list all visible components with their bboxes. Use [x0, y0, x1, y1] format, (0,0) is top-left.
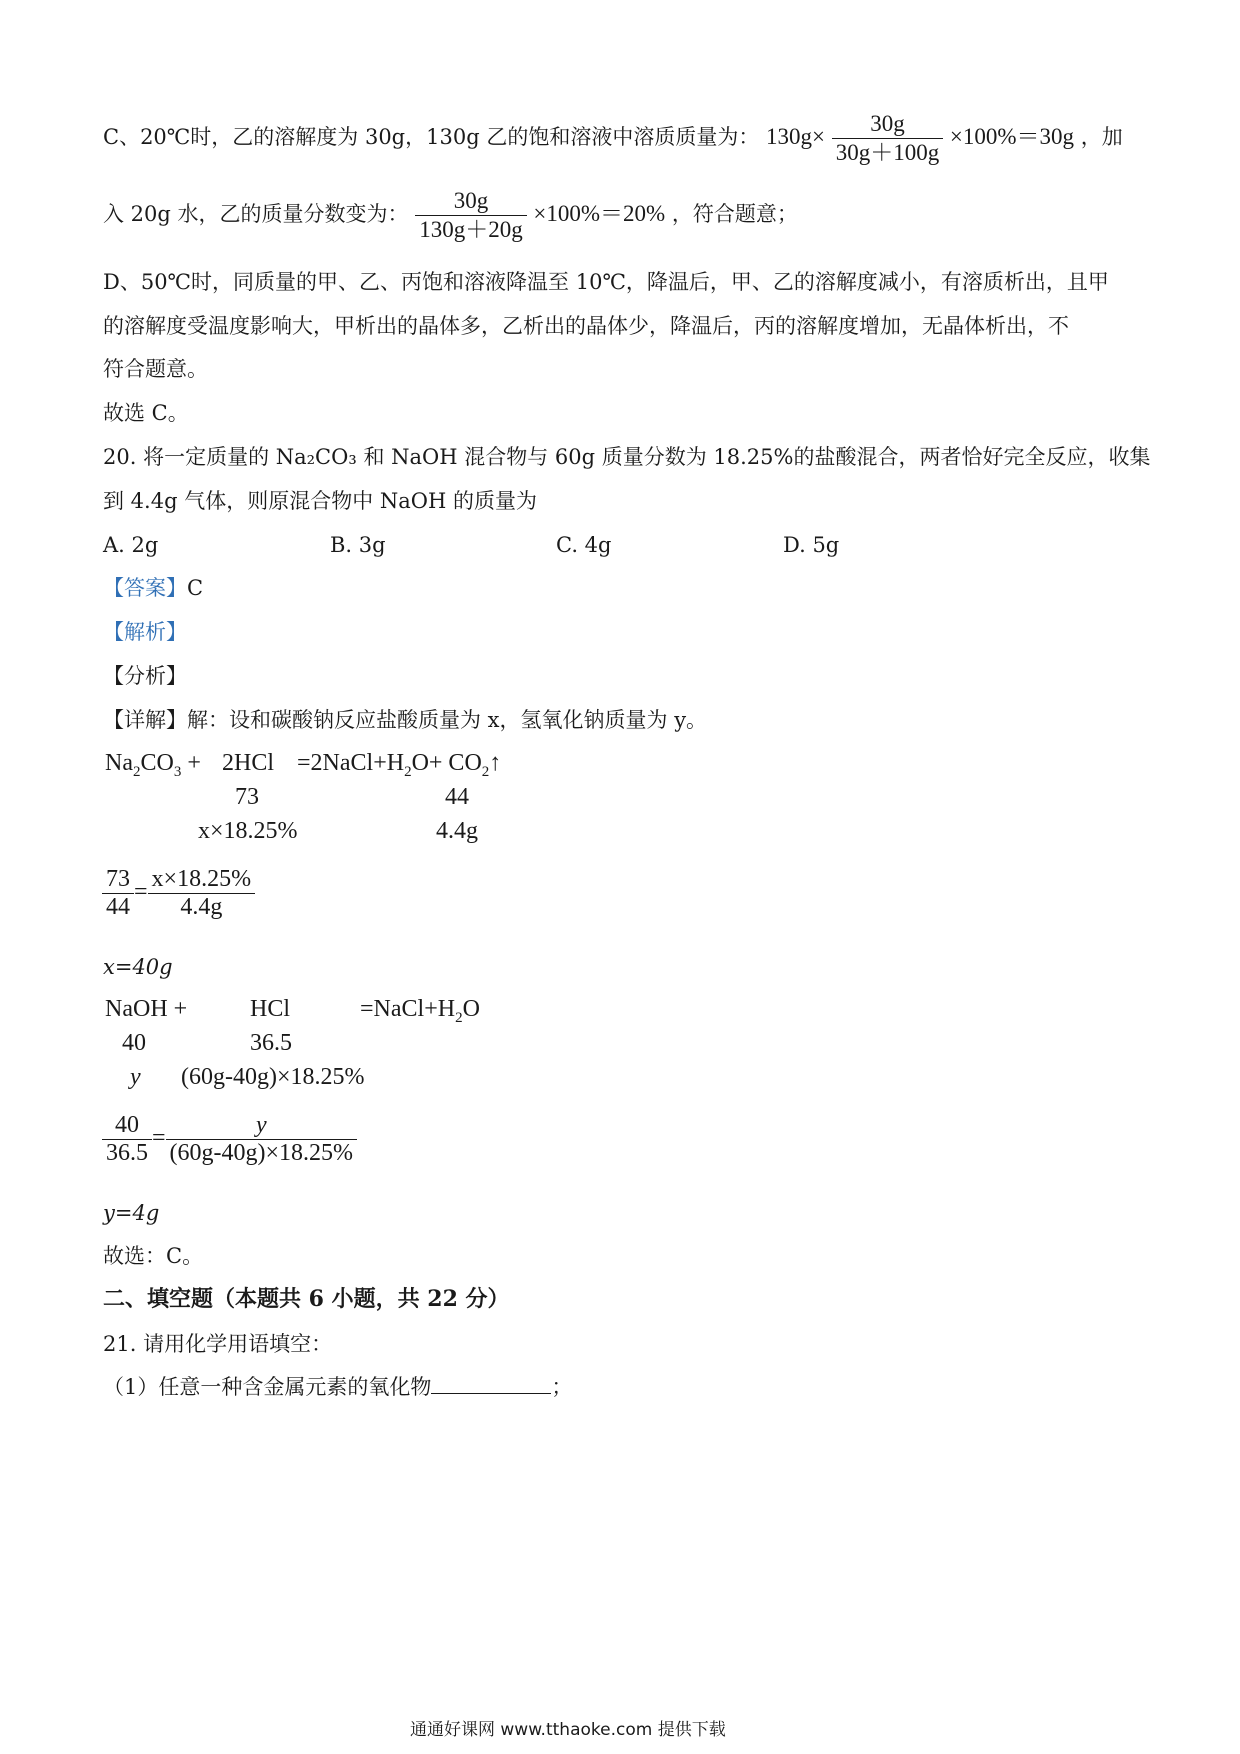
eq1-sub-3: 3 [173, 764, 182, 780]
eq2-result: y=4g [103, 1201, 160, 1225]
eq1-formula [105, 750, 201, 781]
q21-sub1-end: ； [551, 1375, 573, 1399]
c-line2-numerator: 30g [415, 187, 527, 216]
fenxi-tag: 【分析】 [103, 664, 187, 688]
question-21-title: 21. 请用化学用语填空： [103, 1332, 333, 1356]
option-d: D. 5g [783, 533, 840, 557]
c-line2-denominator: 130g＋20g [419, 217, 523, 242]
eq1-gas-arrow: ↑ [489, 750, 502, 776]
eq2-product-o: O [462, 996, 480, 1022]
choose-c-second: 故选：C。 [103, 1244, 204, 1268]
c-option-prefix: C、20℃时，乙的溶解度为 30g，130g 乙的饱和溶液中溶质质量为： [103, 125, 760, 149]
eq1-products [297, 750, 501, 781]
answer-tag: 【答案】 [103, 576, 187, 600]
q21-sub1-text: （1）任意一种含金属元素的氧化物 [103, 1375, 432, 1399]
answer-blank[interactable] [431, 1373, 551, 1394]
eq2-ratio [102, 1112, 357, 1167]
eq1-row3-right: 4.4g [436, 818, 478, 844]
eq2-ratio-left-den: 36.5 [106, 1140, 148, 1166]
eq1-reactant-na: Na [105, 750, 133, 776]
detail-tag: 【详解】 [103, 708, 187, 732]
option-b: B. 3g [330, 533, 386, 557]
eq1-ratio-right [148, 866, 256, 921]
c-line2-prefix: 入 20g 水，乙的质量分数变为： [103, 202, 409, 226]
c-option-suffix: ，加 [1080, 125, 1123, 149]
eq1-hcl: 2HCl [222, 750, 275, 776]
answer-value: C [187, 576, 204, 600]
eq1-ratio-left-num: 73 [102, 866, 134, 894]
eq2-row3-mid: (60g-40g)×18.25% [181, 1064, 365, 1090]
page-footer: 通通好课网 www.tthaoke.com 提供下载 [410, 1720, 726, 1740]
c-line2-suffix: ，符合题意； [671, 202, 798, 226]
eq1-plus: + [181, 750, 201, 776]
d-option-line1: D、50℃时，同质量的甲、乙、丙饱和溶液降温至 10℃，降温后，甲、乙的溶解度减小，有溶质析出，且甲 [103, 270, 1109, 294]
eq2-row2-mid: 36.5 [250, 1030, 292, 1056]
eq2-products [360, 996, 480, 1027]
question-20-line2: 到 4.4g 气体，则原混合物中 NaOH 的质量为 [103, 489, 537, 513]
c-fraction-numerator: 30g [832, 110, 944, 139]
c-option-line2 [103, 187, 798, 244]
c-fraction [832, 110, 944, 167]
question-20-line1: 20. 将一定质量的 Na₂CO₃ 和 NaOH 混合物与 60g 质量分数为 18.25%的盐酸混合，两者恰好完全反应，收集 [103, 445, 1151, 469]
eq1-product-nacl: =2NaCl+H [297, 750, 405, 776]
eq2-naoh: NaOH + [105, 996, 188, 1022]
eq1-row2-right: 44 [445, 784, 469, 810]
eq1-ratio-left [102, 866, 134, 921]
c-line2-fraction [415, 187, 527, 244]
option-c: C. 4g [556, 533, 612, 557]
eq2-ratio-right [166, 1112, 358, 1167]
eq1-sub-co2: 2 [481, 764, 490, 780]
c-option-line1 [103, 110, 1123, 167]
question-21-sub1 [103, 1373, 572, 1401]
analysis-tag: 【解析】 [103, 620, 187, 644]
eq1-reactant-co: CO [140, 750, 174, 776]
c-fraction-denominator: 30g＋100g [835, 140, 940, 165]
eq2-hcl: HCl [250, 996, 291, 1022]
eq1-ratio-left-den: 44 [106, 894, 130, 920]
eq1-ratio-equals: = [134, 879, 148, 906]
eq1-sub-2: 2 [132, 764, 141, 780]
section-2-title: 二、填空题（本题共 6 小题，共 22 分） [103, 1286, 510, 1312]
eq1-product-co: O+ CO [411, 750, 482, 776]
eq1-row3-left: x×18.25% [198, 818, 298, 844]
eq1-result: x=40g [103, 955, 173, 979]
c-line2-expr-tail: ×100%＝20% [533, 201, 666, 226]
d-option-line2: 的溶解度受温度影响大，甲析出的晶体多，乙析出的晶体少，降温后，丙的溶解度增加，无晶体析出，不 [103, 314, 1069, 338]
eq2-sub-h2: 2 [455, 1010, 463, 1026]
eq1-ratio-right-den: 4.4g [180, 894, 223, 920]
eq2-ratio-equals: = [152, 1125, 166, 1152]
eq2-row2-left: 40 [122, 1030, 146, 1056]
eq2-ratio-left-num: 40 [102, 1112, 152, 1140]
eq1-ratio-right-num: x×18.25% [148, 866, 256, 894]
c-expr-tail: ×100%＝30g [949, 124, 1075, 149]
answer-line [103, 574, 203, 602]
c-expr-lead: 130g× [766, 124, 825, 149]
eq2-row3-left: y [130, 1064, 141, 1090]
eq1-row2-left: 73 [235, 784, 259, 810]
eq1-ratio [102, 866, 255, 921]
eq2-product-nacl: =NaCl+H [360, 996, 456, 1022]
choose-c-first: 故选 C。 [103, 401, 189, 425]
detail-text: 解：设和碳酸钠反应盐酸质量为 x，氢氧化钠质量为 y。 [187, 708, 708, 732]
eq2-ratio-right-den: (60g-40g)×18.25% [169, 1140, 354, 1166]
detail-line [103, 706, 707, 734]
option-a: A. 2g [103, 533, 159, 557]
eq1-sub-h2: 2 [404, 764, 412, 780]
eq2-ratio-left [102, 1112, 152, 1167]
eq2-ratio-right-num: y [166, 1112, 358, 1140]
d-option-line3: 符合题意。 [103, 357, 208, 381]
